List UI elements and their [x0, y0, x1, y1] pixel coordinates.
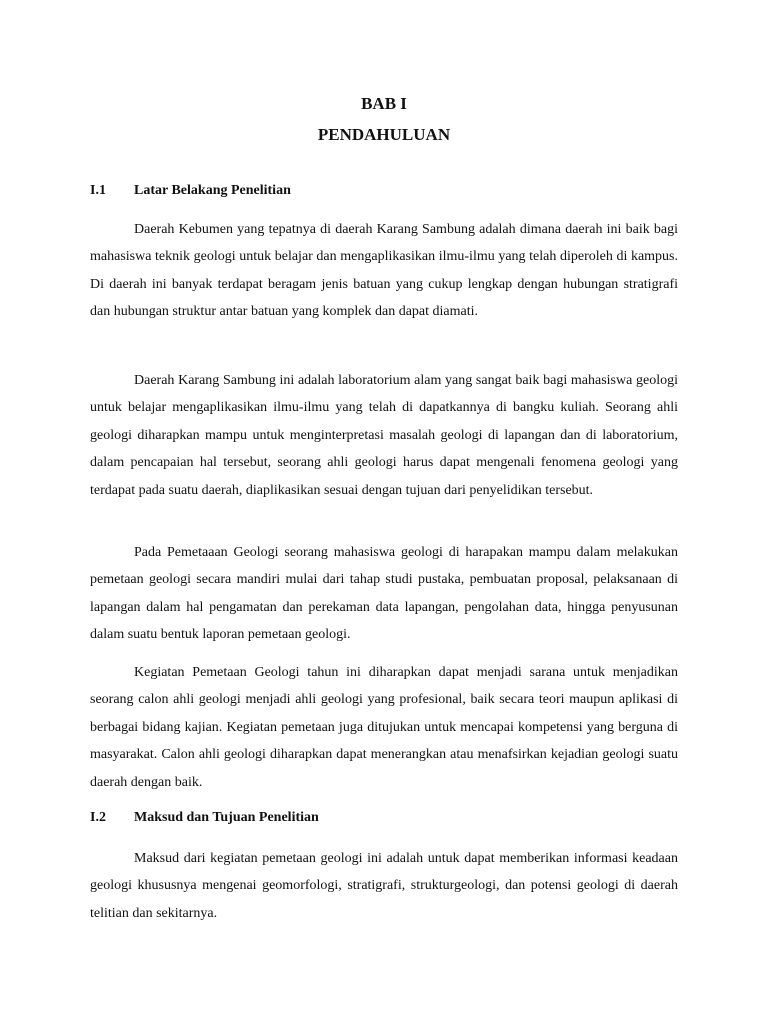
section-number: I.1: [90, 183, 106, 198]
chapter-number: BAB I: [361, 94, 407, 113]
paragraph: Kegiatan Pemetaan Geologi tahun ini diharapkan dapat menjadi sarana untuk menjadikan seorang calon ahli geologi menjadi ahli geologi yang profesional, baik secara teori maupun aplikasi di berbagai bidang kajian. Kegiatan pemetaan juga ditujukan untuk mencapai kompetensi yang berguna di masyarakat. Calon ahli geologi diharapkan dapat menerangkan atau menafsirkan kejadian geologi suatu daerah dengan baik.: [90, 665, 678, 790]
section-title: Maksud dan Tujuan Penelitian: [134, 810, 319, 825]
section-number: I.2: [90, 810, 106, 825]
section-heading-1-2: [90, 809, 319, 827]
section-heading-1-1: [90, 182, 291, 200]
paragraph: Daerah Kebumen yang tepatnya di daerah Karang Sambung adalah dimana daerah ini baik bagi mahasiswa teknik geologi untuk belajar dan mengaplikasikan ilmu-ilmu yang telah diperoleh di kampus. Di daerah ini banyak terdapat beragam jenis batuan yang cukup lengkap dengan hubungan stratigrafi dan hubungan struktur antar batuan yang komplek dan dapat diamati.: [90, 222, 678, 320]
paragraph: Maksud dari kegiatan pemetaan geologi ini adalah untuk dapat memberikan informasi keadaan geologi khususnya mengenai geomorfologi, stratigrafi, strukturgeologi, dan potensi geologi di daerah telitian dan sekitarnya.: [90, 851, 678, 921]
section-title: Latar Belakang Penelitian: [134, 183, 291, 198]
chapter-title: PENDAHULUAN: [317, 125, 451, 144]
paragraph: Pada Pemetaaan Geologi seorang mahasiswa geologi di harapakan mampu dalam melakukan pemetaan geologi secara mandiri mulai dari tahap studi pustaka, pembuatan proposal, pelaksanaan di lapangan dalam hal pengamatan dan perekaman data lapangan, pengolahan data, hingga penyusunan dalam suatu bentuk laporan pemetaan geologi.: [90, 545, 678, 643]
paragraph: Daerah Karang Sambung ini adalah laboratorium alam yang sangat baik bagi mahasiswa geologi untuk belajar mengaplikasikan ilmu-ilmu yang telah di dapatkannya di bangku kuliah. Seorang ahli geologi diharapkan mampu untuk menginterpretasi masalah geologi di lapangan dan di laboratorium, dalam pencapaian hal tersebut, seorang ahli geologi harus dapat mengenali fenomena geologi yang terdapat pada suatu daerah, diaplikasikan sesuai dengan tujuan dari penyelidikan tersebut.: [90, 373, 678, 498]
